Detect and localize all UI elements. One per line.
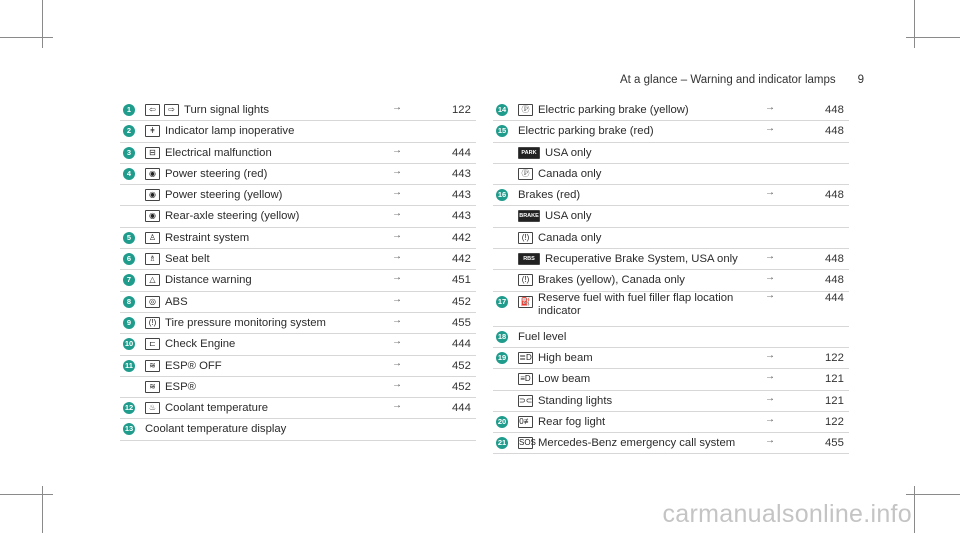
table-row <box>120 100 476 121</box>
reference-arrow: → <box>765 251 775 263</box>
indicator-lamp-icon: ◉ <box>145 168 160 180</box>
item-number-badge: 3 <box>123 147 135 159</box>
row-label: Electrical malfunction <box>165 146 272 159</box>
crop-mark <box>914 0 915 48</box>
page-reference: 448 <box>825 104 844 116</box>
crop-mark <box>42 0 43 48</box>
indicator-lamp-icon: (!) <box>145 317 160 329</box>
item-number-badge: 4 <box>123 168 135 180</box>
row-label: High beam <box>538 351 593 364</box>
page-reference: 121 <box>825 394 844 407</box>
table-row <box>120 334 476 355</box>
table-row <box>493 143 849 164</box>
row-label: Fuel level <box>518 330 567 343</box>
table-row <box>120 121 476 142</box>
watermark-text: carmanualsonline.info <box>662 500 912 528</box>
page-reference: 448 <box>825 253 844 266</box>
row-label: Electric parking brake (red) <box>518 125 654 138</box>
indicator-lamp-icon: ⊏ <box>145 338 160 350</box>
table-row <box>120 185 476 206</box>
reference-arrow: → <box>765 435 775 447</box>
item-number-badge: 16 <box>497 190 507 200</box>
row-label: Check Engine <box>165 338 236 351</box>
table-row <box>120 249 476 270</box>
row-label: Turn signal lights <box>184 104 269 116</box>
item-number-badge: 14 <box>497 105 507 114</box>
row-label: Brakes (red) <box>518 189 581 202</box>
table-row <box>120 398 476 419</box>
item-number-badge: 20 <box>497 416 507 426</box>
row-label: Low beam <box>538 373 591 386</box>
crop-mark <box>906 494 960 495</box>
table-row <box>493 270 849 291</box>
page-reference: 443 <box>452 189 471 202</box>
table-row <box>120 292 476 313</box>
indicator-lamp-icon: △ <box>145 274 160 286</box>
indicator-lamp-icon: BRAKE <box>518 210 540 222</box>
indicator-lamp-icon: (!) <box>518 274 533 286</box>
reference-arrow: → <box>392 357 402 369</box>
row-label: Coolant temperature <box>165 402 268 415</box>
indicator-lamp-icon: 0≢ <box>519 416 532 426</box>
row-label: Power steering (red) <box>165 167 268 180</box>
item-number-badge: 7 <box>123 274 135 286</box>
indicator-lamp-icon: ≡D <box>518 373 533 385</box>
reference-arrow: → <box>765 187 775 199</box>
page-reference: 448 <box>825 125 844 138</box>
row-label: ESP® OFF <box>165 359 222 372</box>
page-reference: 448 <box>825 189 844 202</box>
table-row <box>493 228 849 249</box>
row-label: Distance warning <box>165 274 252 287</box>
reference-arrow: → <box>392 102 402 113</box>
page-reference: 452 <box>452 380 471 393</box>
indicator-lamp-icon: (!) <box>518 232 533 244</box>
table-row <box>120 228 476 249</box>
page-reference: 442 <box>452 231 471 244</box>
indicator-lamp-icon: ⊟ <box>145 147 160 159</box>
table-row <box>120 419 476 440</box>
reference-arrow: → <box>392 165 402 177</box>
reference-arrow: → <box>392 400 402 412</box>
reference-arrow: → <box>765 123 775 135</box>
table-row <box>493 327 849 348</box>
row-label: Reserve fuel with fuel filler flap location indicator <box>538 291 734 317</box>
reference-arrow: → <box>392 144 402 156</box>
page-reference: 455 <box>452 316 471 329</box>
item-number-badge: 1 <box>123 104 135 116</box>
crop-mark <box>0 37 53 38</box>
row-label: Indicator lamp inoperative <box>165 125 295 138</box>
table-row <box>493 100 849 121</box>
crop-mark <box>906 37 960 38</box>
right-column <box>493 100 849 454</box>
item-number-badge: 8 <box>123 296 135 308</box>
indicator-lamp-icon: ♨ <box>145 402 160 414</box>
item-number-badge: 18 <box>497 331 507 341</box>
reference-arrow: → <box>765 413 775 425</box>
indicator-lamp-icon: ◉ <box>145 189 160 201</box>
reference-arrow: → <box>392 293 402 305</box>
table-row <box>493 433 849 454</box>
row-label: Canada only <box>538 167 602 180</box>
page-reference: 444 <box>452 402 471 415</box>
reference-arrow: → <box>765 102 775 113</box>
item-number-badge: 13 <box>124 424 134 434</box>
item-number-badge: 2 <box>123 125 135 137</box>
row-label: Coolant temperature display <box>145 423 287 436</box>
indicator-lamp-icon: ≋ <box>145 381 160 393</box>
row-label: Brakes (yellow), Canada only <box>538 274 685 287</box>
table-row <box>493 391 849 412</box>
table-row <box>493 164 849 185</box>
page-reference: 443 <box>452 210 471 223</box>
page-reference: 121 <box>825 373 844 386</box>
row-label: Seat belt <box>165 253 210 266</box>
crop-mark <box>0 494 53 495</box>
reference-arrow: → <box>392 336 402 348</box>
reference-arrow: → <box>392 187 402 199</box>
page-reference: 122 <box>825 415 844 428</box>
item-number-badge: 17 <box>497 296 507 306</box>
page-reference: 455 <box>825 437 844 450</box>
indicator-lamp-icon: ⇨ <box>164 104 179 116</box>
reference-arrow: → <box>392 272 402 284</box>
table-row <box>120 313 476 334</box>
item-number-badge: 6 <box>123 253 135 265</box>
row-label: Canada only <box>538 231 602 244</box>
item-number-badge: 19 <box>497 352 507 362</box>
indicator-lamp-icon: SOS <box>519 438 536 448</box>
row-label: Electric parking brake (yellow) <box>538 104 689 116</box>
table-row <box>493 206 849 227</box>
row-label: Mercedes-Benz emergency call system <box>538 437 736 450</box>
indicator-lamp-icon: ⇦ <box>145 104 160 116</box>
item-number-badge: 10 <box>124 339 134 349</box>
row-label: Tire pressure monitoring system <box>165 316 326 329</box>
page-reference: 448 <box>825 274 844 287</box>
row-label: ESP® <box>165 380 196 393</box>
indicator-lamp-icon: ♗ <box>145 253 160 265</box>
reference-arrow: → <box>765 371 775 383</box>
table-row <box>493 249 849 270</box>
table-row <box>120 143 476 164</box>
reference-arrow: → <box>392 229 402 241</box>
indicator-lamp-icon: ♙ <box>145 232 160 244</box>
indicator-lamp-icon: ⊃⊂ <box>519 395 533 405</box>
page-number: 9 <box>857 74 865 86</box>
row-label: USA only <box>545 210 592 223</box>
page-reference: 451 <box>452 274 471 287</box>
row-label: Power steering (yellow) <box>165 189 283 202</box>
table-row <box>120 377 476 398</box>
row-label: ABS <box>165 295 188 308</box>
reference-arrow: → <box>392 378 402 390</box>
item-number-badge: 11 <box>123 360 135 372</box>
row-label: USA only <box>545 146 592 159</box>
indicator-lamp-icon: ≣D <box>519 352 532 362</box>
indicator-lamp-icon: Ⓟ <box>518 168 533 180</box>
row-label: Restraint system <box>165 231 250 244</box>
page-reference: 444 <box>452 146 471 159</box>
reference-arrow: → <box>392 314 402 326</box>
header-title: At a glance – Warning and indicator lamps <box>620 74 836 86</box>
indicator-lamp-icon: Ⓟ <box>518 104 533 116</box>
item-number-badge: 21 <box>497 438 507 448</box>
page-reference: 442 <box>452 253 471 266</box>
table-row <box>493 412 849 433</box>
table-row <box>493 185 849 206</box>
item-number-badge: 12 <box>124 403 134 413</box>
indicator-lamp-icon: ǂ <box>145 125 160 137</box>
reference-arrow: → <box>765 349 775 361</box>
table-row <box>120 164 476 185</box>
reference-arrow: → <box>765 289 775 301</box>
row-label: Rear-axle steering (yellow) <box>165 210 300 223</box>
reference-arrow: → <box>765 272 775 284</box>
left-column <box>120 100 476 441</box>
reference-arrow: → <box>392 208 402 220</box>
row-label: Recuperative Brake System, USA only <box>545 253 738 266</box>
indicator-lamp-icon: ◎ <box>145 296 160 308</box>
table-row <box>493 121 849 142</box>
page-reference: 443 <box>452 167 471 180</box>
row-label: Rear fog light <box>538 415 606 428</box>
reference-arrow: → <box>765 392 775 404</box>
indicator-lamp-icon: ≋ <box>145 360 160 372</box>
indicator-lamp-icon: ⛽ <box>518 296 533 308</box>
table-row <box>493 348 849 369</box>
page-reference: 452 <box>452 359 471 372</box>
indicator-lamp-icon: PARK <box>518 147 540 159</box>
indicator-lamp-icon: RBS <box>518 253 540 265</box>
page-reference: 452 <box>452 295 471 308</box>
table-row <box>493 369 849 390</box>
item-number-badge: 9 <box>123 317 135 329</box>
page-reference: 444 <box>825 291 844 304</box>
item-number-badge: 5 <box>123 232 135 244</box>
row-label: Standing lights <box>538 394 613 407</box>
reference-arrow: → <box>392 251 402 263</box>
page-reference: 444 <box>452 338 471 351</box>
page-reference: 122 <box>452 104 471 116</box>
indicator-lamp-icon: ◉ <box>145 210 160 222</box>
item-number-badge: 15 <box>497 126 507 136</box>
page-header <box>620 74 864 86</box>
table-row <box>120 356 476 377</box>
table-row <box>493 289 849 327</box>
table-row <box>120 206 476 227</box>
table-row <box>120 270 476 291</box>
page-reference: 122 <box>825 351 844 364</box>
